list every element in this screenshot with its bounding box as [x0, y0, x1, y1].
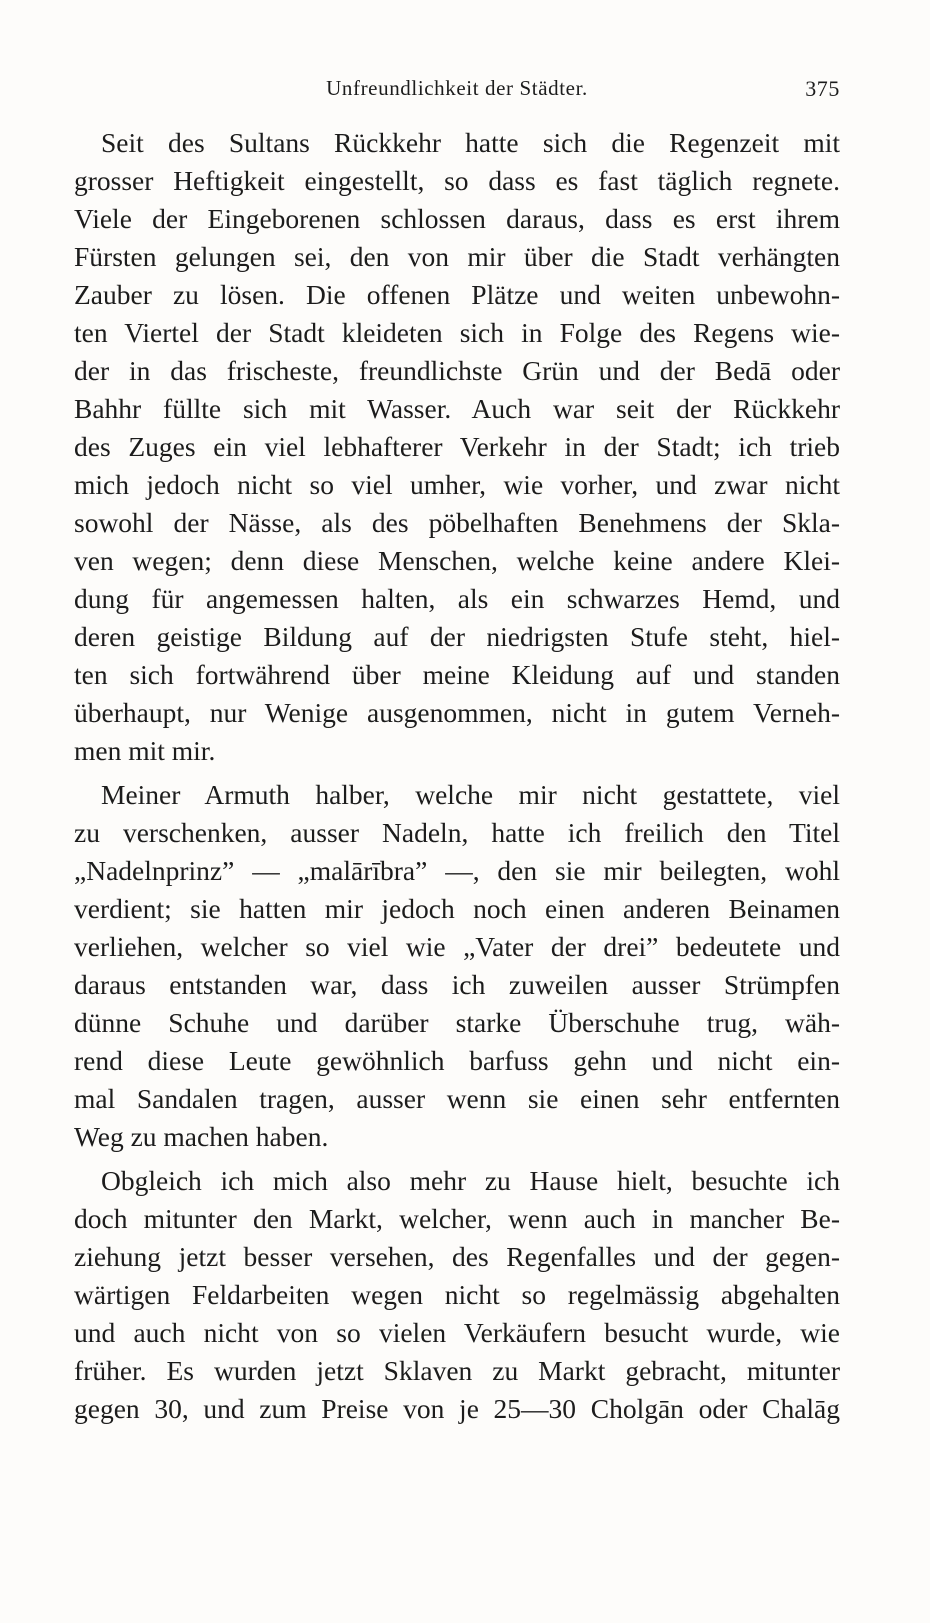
text-line: zu verschenken, ausser Nadeln, hatte ich freilich den Titel: [74, 817, 840, 848]
text-line: Weg zu machen haben.: [74, 1121, 329, 1152]
text-line: ziehung jetzt besser versehen, des Regenfalles und der gegen-: [74, 1241, 840, 1272]
text-line: Obgleich ich mich also mehr zu Hause hielt, besuchte ich: [101, 1165, 840, 1196]
text-line: des Zuges ein viel lebhafterer Verkehr in der Stadt; ich trieb: [74, 431, 840, 462]
text-line: ten sich fortwährend über meine Kleidung auf und standen: [74, 659, 840, 690]
paragraph: [74, 776, 840, 1156]
text-line: Seit des Sultans Rückkehr hatte sich die Regenzeit mit: [101, 127, 840, 158]
text-line: verdient; sie hatten mir jedoch noch einen anderen Beinamen: [74, 893, 840, 924]
text-line: mich jedoch nicht so viel umher, wie vorher, und zwar nicht: [74, 469, 840, 500]
text-line: „Nadelnprinz” — „malārībra” —, den sie mir beilegten, wohl: [74, 855, 840, 886]
text-line: daraus entstanden war, dass ich zuweilen ausser Strümpfen: [74, 969, 840, 1000]
body-text: [74, 124, 840, 1428]
text-line: doch mitunter den Markt, welcher, wenn auch in mancher Be-: [74, 1203, 840, 1234]
text-line: Zauber zu lösen. Die offenen Plätze und weiten unbewohn-: [74, 279, 840, 310]
text-line: verliehen, welcher so viel wie „Vater der drei” bedeutete und: [74, 931, 840, 962]
text-line: rend diese Leute gewöhnlich barfuss gehn und nicht ein-: [74, 1045, 840, 1076]
text-line: Viele der Eingeborenen schlossen daraus, dass es erst ihrem: [74, 203, 840, 234]
text-line: der in das frischeste, freundlichste Grün und der Bedā oder: [74, 355, 840, 386]
text-line: dung für angemessen halten, als ein schwarzes Hemd, und: [74, 583, 840, 614]
text-line: sowohl der Nässe, als des pöbelhaften Benehmens der Skla-: [74, 507, 840, 538]
text-line: ven wegen; denn diese Menschen, welche keine andere Klei-: [74, 545, 840, 576]
text-line: wärtigen Feldarbeiten wegen nicht so regelmässig abgehalten: [74, 1279, 840, 1310]
text-line: mal Sandalen tragen, ausser wenn sie einen sehr entfernten: [74, 1083, 840, 1114]
running-title: Unfreundlichkeit der Städter.: [326, 76, 588, 100]
paragraph: [74, 1162, 840, 1428]
text-line: ten Viertel der Stadt kleideten sich in Folge des Regens wie-: [74, 317, 840, 348]
text-line: grosser Heftigkeit eingestellt, so dass es fast täglich regnete.: [74, 165, 840, 196]
paragraph: [74, 124, 840, 770]
text-line: Bahhr füllte sich mit Wasser. Auch war seit der Rückkehr: [74, 393, 840, 424]
text-line: früher. Es wurden jetzt Sklaven zu Markt gebracht, mitunter: [74, 1355, 840, 1386]
text-line: deren geistige Bildung auf der niedrigsten Stufe steht, hiel-: [74, 621, 840, 652]
text-line: men mit mir.: [74, 735, 216, 766]
text-line: und auch nicht von so vielen Verkäufern besucht wurde, wie: [74, 1317, 840, 1348]
text-line: Fürsten gelungen sei, den von mir über die Stadt verhängten: [74, 241, 840, 272]
page-number: 375: [805, 76, 840, 101]
text-line: Meiner Armuth halber, welche mir nicht gestattete, viel: [101, 779, 840, 810]
text-line: überhaupt, nur Wenige ausgenommen, nicht in gutem Verneh-: [74, 697, 840, 728]
text-line: dünne Schuhe und darüber starke Überschuhe trug, wäh-: [74, 1007, 840, 1038]
running-head: [74, 76, 840, 106]
text-line: gegen 30, und zum Preise von je 25—30 Cholgān oder Chalāg: [74, 1393, 840, 1424]
